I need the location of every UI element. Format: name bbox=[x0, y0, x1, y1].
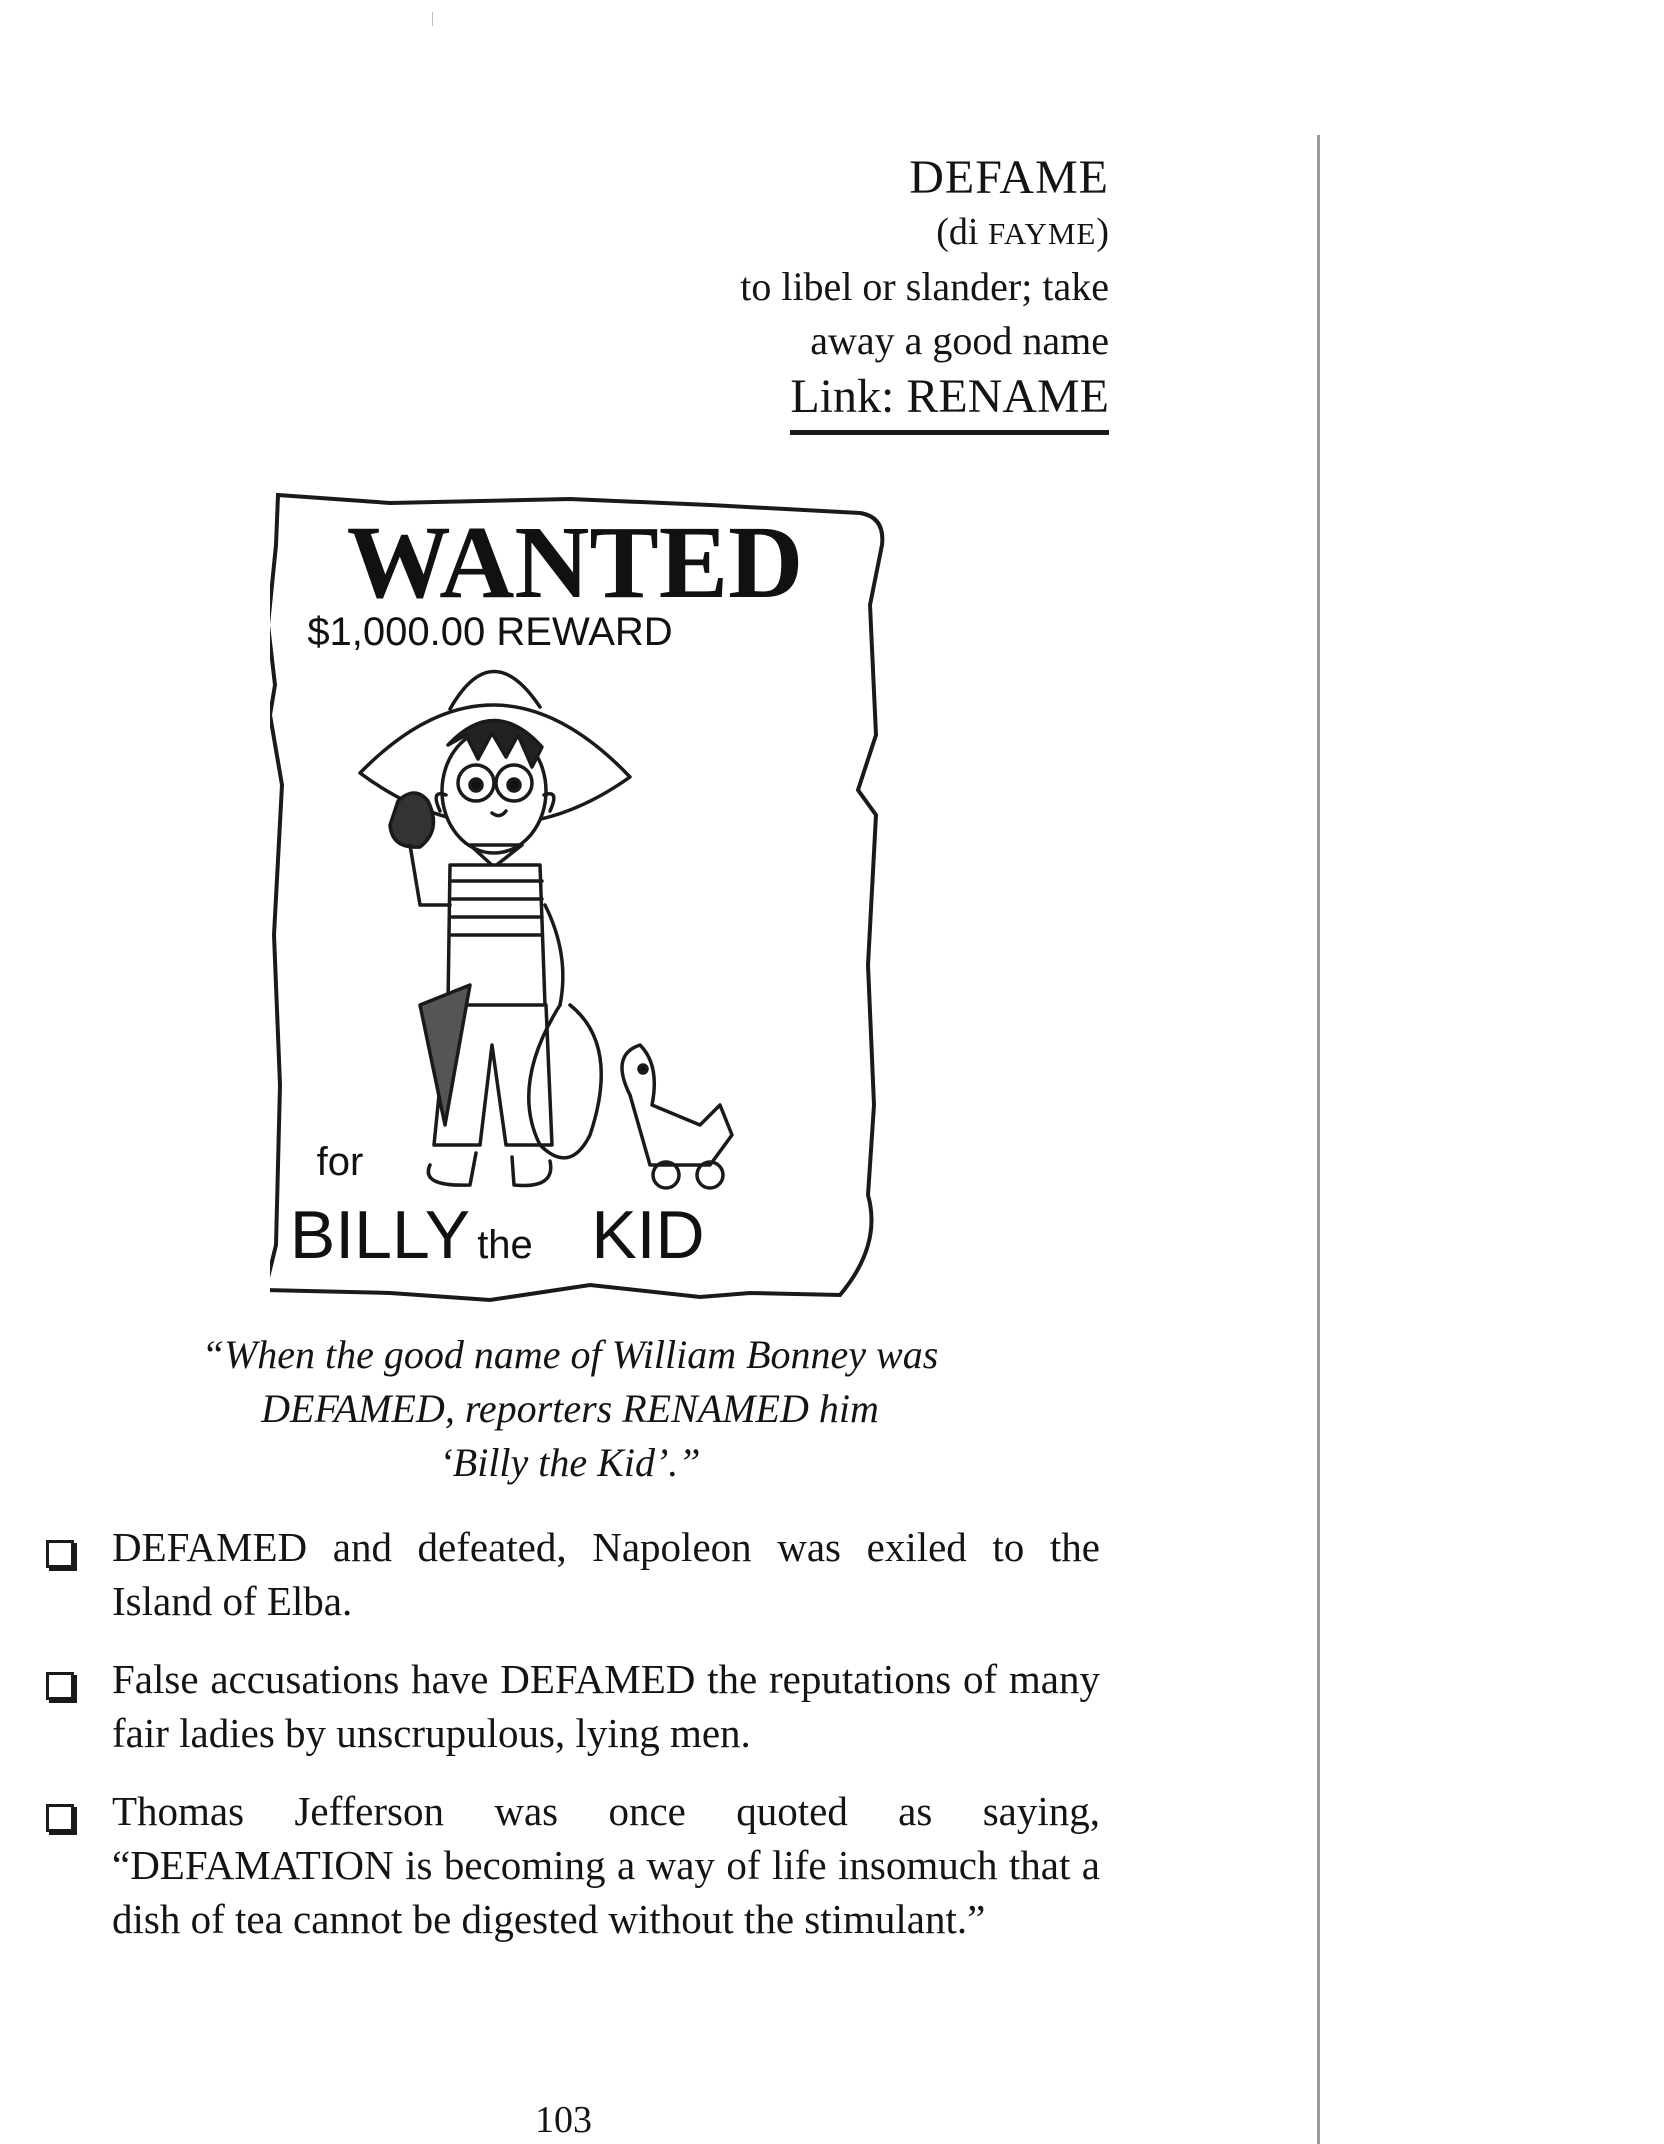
example-sentences bbox=[40, 1520, 1100, 1970]
illustration-caption bbox=[120, 1328, 1020, 1490]
poster-name-billy: BILLY bbox=[289, 1197, 471, 1273]
link-word: Link: RENAME bbox=[790, 368, 1109, 435]
checkbox-icon bbox=[46, 1672, 74, 1700]
caption-line-3: ‘Billy the Kid’.” bbox=[439, 1440, 701, 1485]
definition-line-2: away a good name bbox=[810, 318, 1109, 363]
list-item bbox=[40, 1520, 1100, 1628]
poster-title: WANTED bbox=[346, 505, 804, 620]
poster-reward: $1,000.00 REWARD bbox=[307, 610, 673, 654]
pronunciation bbox=[740, 206, 1109, 260]
list-item bbox=[40, 1784, 1100, 1946]
pronunciation-syllable: FAYME bbox=[987, 216, 1097, 251]
example-text: Thomas Jefferson was once quoted as saying, “DEFAMATION is becoming a way of life insomuch that a dish of tea cannot be digested without the stimulant.” bbox=[112, 1788, 1100, 1942]
poster-for: for bbox=[316, 1140, 364, 1184]
poster-name-kid: KID bbox=[591, 1197, 705, 1273]
caption-line-2: DEFAMED, reporters RENAMED him bbox=[261, 1386, 879, 1431]
headword: DEFAME bbox=[909, 151, 1109, 204]
checkbox-icon bbox=[46, 1804, 74, 1832]
example-text: False accusations have DEFAMED the reputations of many fair ladies by unscrupulous, lying men. bbox=[112, 1656, 1100, 1756]
pronunciation-close: ) bbox=[1096, 211, 1109, 253]
pronunciation-open: (di bbox=[936, 211, 988, 253]
wanted-poster-illustration bbox=[270, 485, 910, 1305]
definition-line-1: to libel or slander; take bbox=[740, 264, 1109, 309]
scan-mark bbox=[432, 12, 433, 26]
page-edge-line bbox=[1317, 135, 1320, 2144]
vocabulary-entry bbox=[740, 150, 1109, 435]
list-item bbox=[40, 1652, 1100, 1760]
checkbox-icon bbox=[46, 1540, 74, 1568]
caption-line-1: “When the good name of William Bonney was bbox=[201, 1332, 939, 1377]
example-text: DEFAMED and defeated, Napoleon was exiled to the Island of Elba. bbox=[112, 1524, 1100, 1624]
page-number: 103 bbox=[535, 2099, 592, 2141]
poster-name-the: the bbox=[477, 1223, 533, 1267]
